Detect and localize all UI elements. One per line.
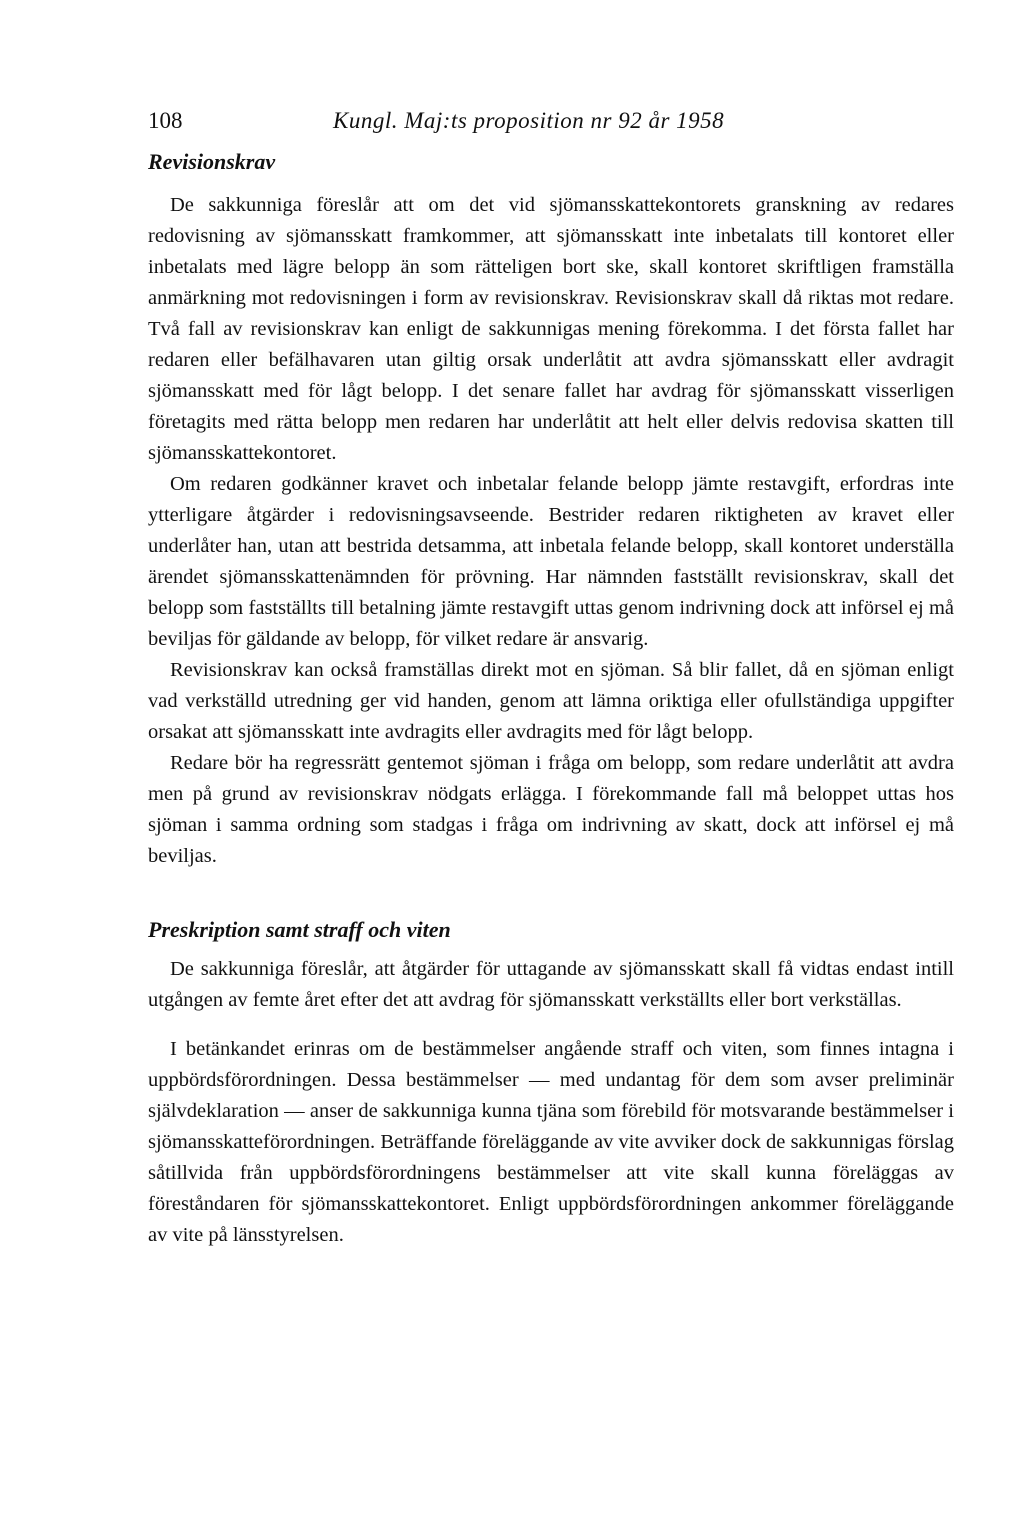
page-header [148, 108, 954, 144]
running-title: Kungl. Maj:ts proposition nr 92 år 1958 [333, 108, 725, 133]
paragraph: I betänkandet erinras om de bestämmelser angående straff och viten, som finnes intagna i uppbördsförordningen. Dessa bestämmelser — med undantag för dem som avser preliminär självdeklaration — anser de sakkunniga kunna tjäna som förebild för motsvarande bestämmelser i sjömansskatteförordningen. Beträffande föreläggande av vite avviker dock de sakkunnigas förslag såtillvida från uppbördsförordningens bestämmelser att vite skall kunna föreläggas av föreståndaren för sjömansskattekontoret. Enligt uppbördsförordningen ankommer föreläggande av vite på länsstyrelsen. [148, 1038, 954, 1246]
page-number: 108 [148, 108, 183, 133]
paragraph: De sakkunniga föreslår, att åtgärder för uttagande av sjömansskatt skall få vidtas endast intill utgången av femte året efter det att avdrag för sjömansskatt verkställts eller bort verkställas. [148, 958, 954, 1011]
paragraph: Redare bör ha regressrätt gentemot sjöman i fråga om belopp, som redare underlåtit att avdra men på grund av revisionskrav nödgats erlägga. I förekommande fall må beloppet uttas hos sjöman i samma ordning som stadgas i fråga om indrivning av skatt, dock att införsel ej må beviljas. [148, 752, 954, 867]
section-heading-revisionskrav: Revisionskrav [148, 149, 276, 174]
section-heading-preskription: Preskription samt straff och viten [148, 917, 451, 942]
paragraph: De sakkunniga föreslår att om det vid sjömansskattekontorets granskning av redares redovisning av sjömansskatt framkommer, att sjömansskatt inte inbetalats till kontoret eller inbetalats med lägre belopp än som rätteligen bort ske, skall kontoret skriftligen framställa anmärkning mot redovisningen i form av revisionskrav. Revisionskrav skall då riktas mot redare. Två fall av revisionskrav kan enligt de sakkunnigas mening förekomma. I det första fallet har redaren eller befälhavaren utan giltig orsak underlåtit att avdra sjömansskatt eller avdragit sjömansskatt med för lågt belopp. I det senare fallet har avdrag för sjömansskatt visserligen företagits med rätta belopp men redaren har underlåtit att helt eller delvis redovisa skatten till sjömansskattekontoret. [148, 194, 954, 464]
paragraph: Revisionskrav kan också framställas direkt mot en sjöman. Så blir fallet, då en sjöman enligt vad verkställd utredning ger vid handen, genom att lämna oriktiga eller ofullständiga uppgifter orsakat att sjömansskatt inte avdragits eller avdragits med för lågt belopp. [148, 659, 954, 743]
page-content [148, 146, 954, 1251]
paragraph: Om redaren godkänner kravet och inbetalar felande belopp jämte restavgift, erfordras inte ytterligare åtgärder i redovisningsavseende. Bestrider redaren riktigheten av kravet eller underlåter han, utan att bestrida detsamma, att inbetala felande belopp, skall kontoret underställa ärendet sjömansskattenämnden för prövning. Har nämnden fastställt revisionskrav, skall det belopp som fastställts till betalning jämte restavgift uttas genom indrivning dock att införsel ej må beviljas för gäldande av belopp, för vilket redare är ansvarig. [148, 473, 954, 650]
